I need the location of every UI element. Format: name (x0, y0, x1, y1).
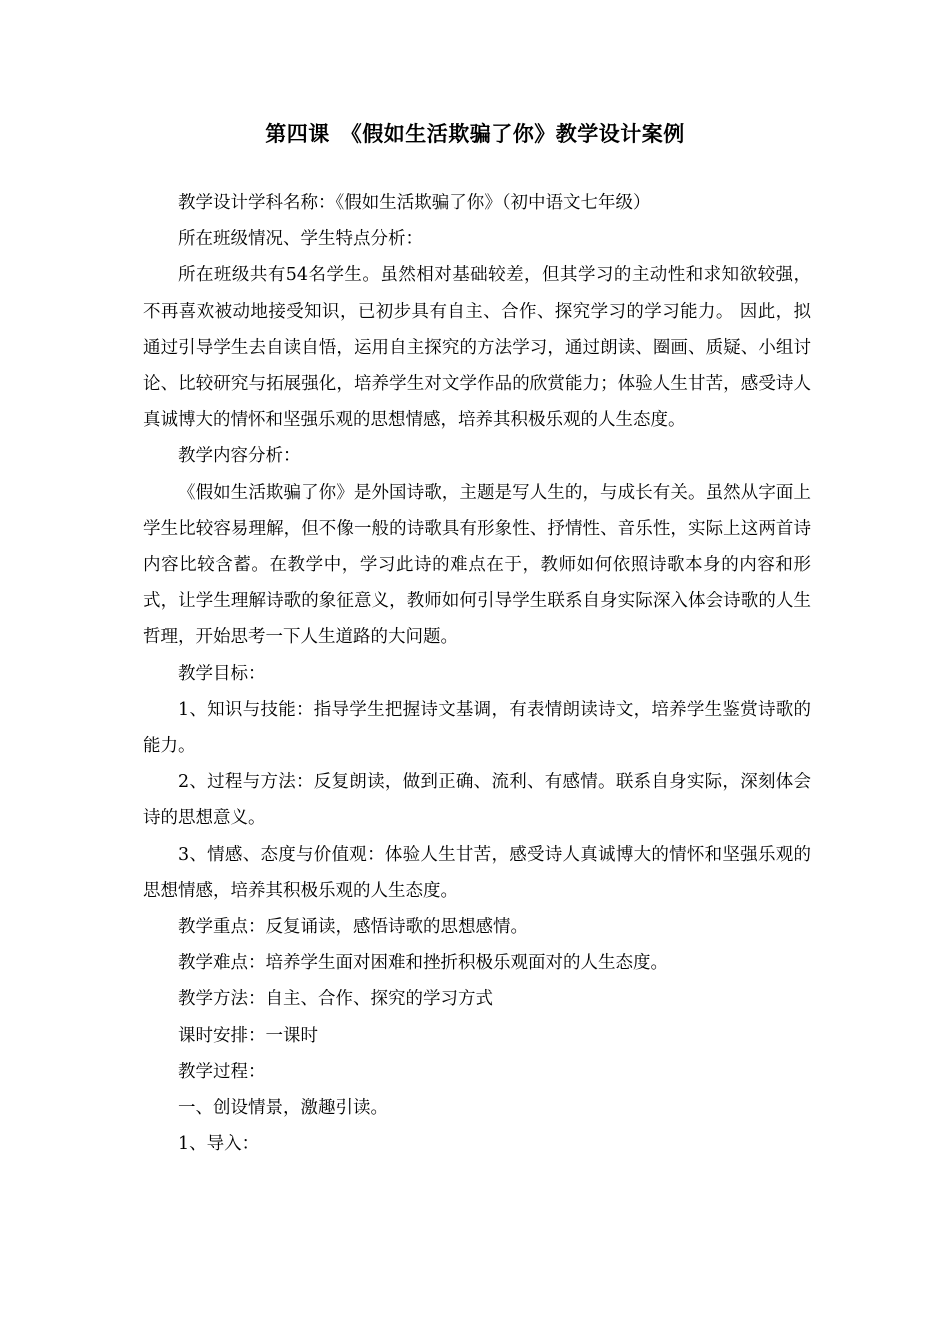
paragraph-difficulty: 教学难点：培养学生面对困难和挫折积极乐观面对的人生态度。 (178, 953, 668, 974)
paragraph-objective-2: 2、过程与方法：反复朗读，做到正确、流利、有感情。联系自身实际，深刻体会诗的思想意义。 (143, 772, 811, 829)
paragraph-subject-name: 教学设计学科名称：《假如生活欺骗了你》（初中语文七年级） (178, 193, 651, 213)
paragraph-class-analysis: 所在班级共有54名学生。虽然相对基础较差，但其学习的主动性和求知欲较强，不再喜欢被动地接受知识，已初步具有自主、合作、探究学习的学习能力。 因此，拟通过引导学生去自读自悟，运用自主探究的方法学习，通过朗读、圈画、质疑、小组讨论、比较研究与拓展强化，培养学生对文学作品的欣赏能力；体验人生甘苦，感受诗人真诚博大的情怀和坚强乐观的思想情感，培养其积极乐观的人生态度。 (143, 265, 811, 431)
paragraph-content-analysis-heading: 教学内容分析： (178, 446, 301, 467)
paragraph-objective-3: 3、情感、态度与价值观：体验人生甘苦，感受诗人真诚博大的情怀和坚强乐观的思想情感，培养其积极乐观的人生态度。 (143, 844, 811, 901)
document-body (143, 185, 811, 1162)
paragraph-objective-1: 1、知识与技能：指导学生把握诗文基调，有表情朗读诗文，培养学生鉴赏诗歌的能力。 (143, 699, 811, 757)
paragraph-content-analysis: 《假如生活欺骗了你》是外国诗歌，主题是写人生的，与成长有关。虽然从字面上学生比较容易理解，但不像一般的诗歌具有形象性、抒情性、音乐性，实际上这两首诗内容比较含蓄。在教学中，学习此诗的难点在于，教师如何依照诗歌本身的内容和形式，让学生理解诗歌的象征意义，教师如何引导学生联系自身实际深入体会诗歌的人生哲理，开始思考一下人生道路的大问题。 (143, 482, 811, 648)
paragraph-objectives-heading: 教学目标： (178, 663, 266, 684)
paragraph-key-point: 教学重点：反复诵读，感悟诗歌的思想感情。 (178, 917, 528, 938)
paragraph-method: 教学方法：自主、合作、探究的学习方式 (178, 989, 493, 1010)
paragraph-process-heading: 教学过程： (178, 1061, 266, 1082)
paragraph-schedule: 课时安排：一课时 (178, 1025, 318, 1046)
paragraph-step-1: 一、创设情景，激趣引读。 (178, 1098, 388, 1119)
document-title: 第四课 《假如生活欺骗了你》教学设计案例 (265, 121, 685, 146)
paragraph-intro: 1、导入： (178, 1134, 260, 1155)
paragraph-class-analysis-heading: 所在班级情况、学生特点分析： (178, 229, 423, 250)
